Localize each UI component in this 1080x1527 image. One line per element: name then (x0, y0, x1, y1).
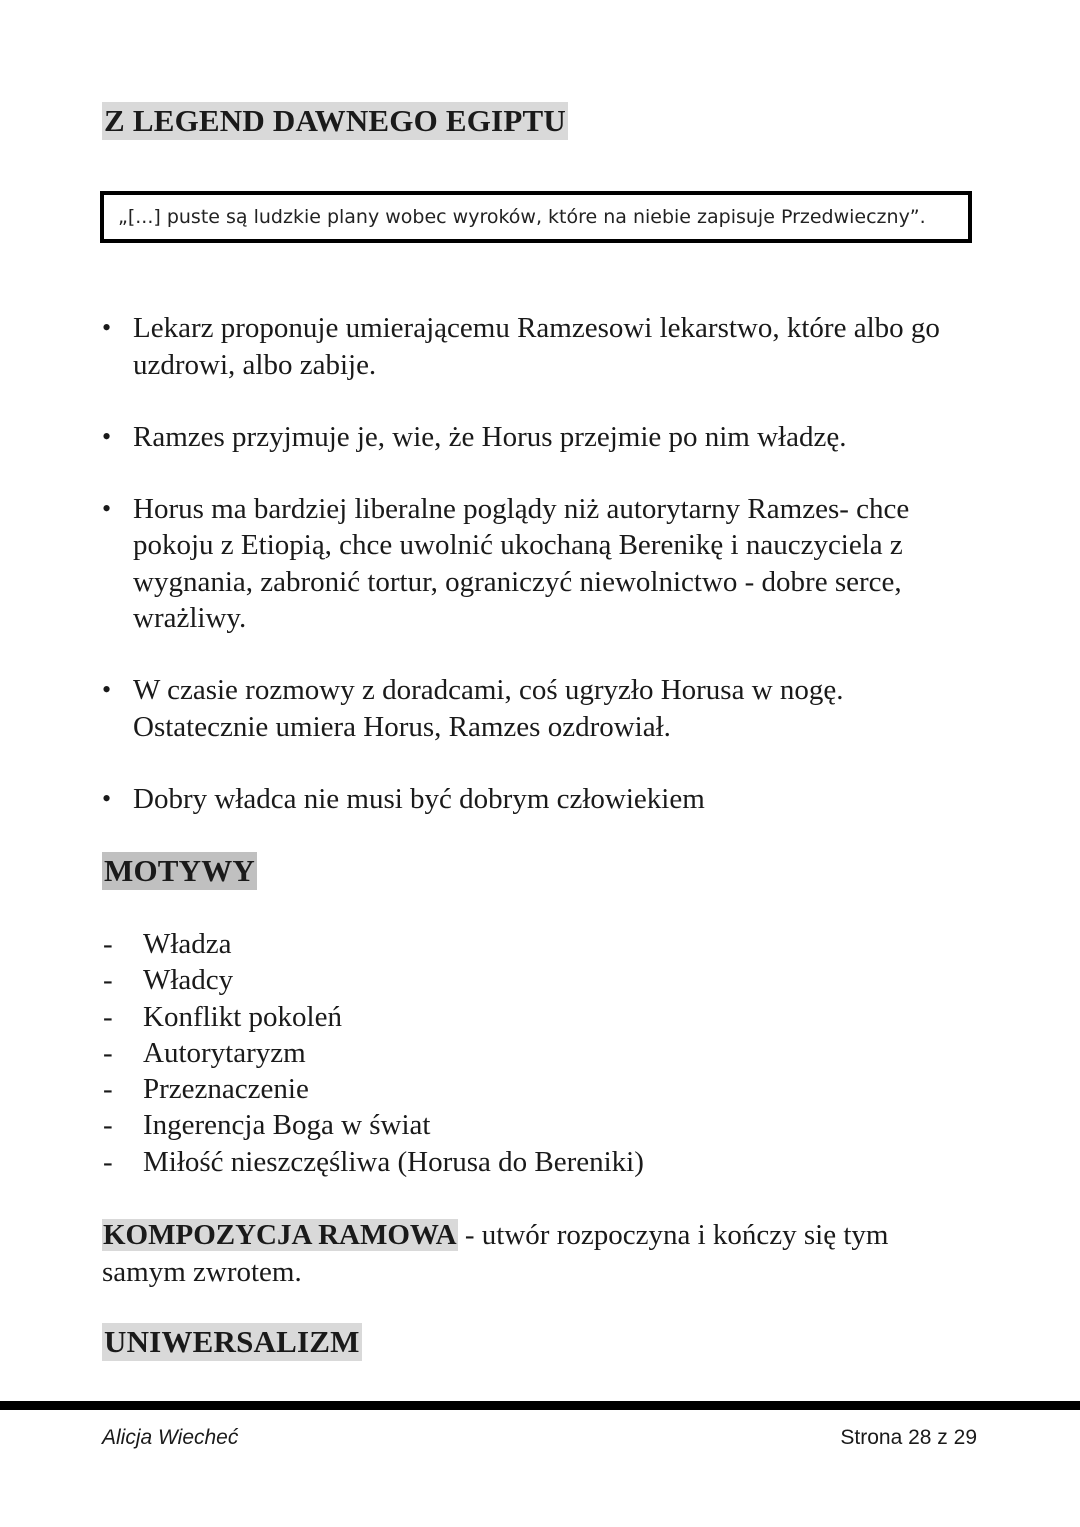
dash-marker: - (103, 1000, 113, 1033)
bullet-icon: • (102, 313, 112, 342)
bullet-item (102, 491, 972, 637)
motyw-text: Ingerencja Boga w świat (143, 1109, 431, 1142)
bullet-text: Ramzes przyjmuje je, wie, że Horus przejmie po nim władzę. (133, 420, 847, 453)
motyw-item (102, 999, 644, 1035)
bullet-item (102, 672, 972, 745)
motyw-item (102, 926, 644, 962)
bullet-icon: • (102, 493, 112, 523)
quote-text: „[...] puste są ludzkie plany wobec wyroków, które na niebie zapisuje Przedwieczny”. (118, 206, 926, 228)
dash-marker: - (103, 1109, 113, 1142)
motyw-item (102, 1107, 644, 1143)
motyw-item (102, 1144, 644, 1180)
bullet-icon: • (102, 421, 112, 451)
motyw-text: Władcy (143, 964, 234, 997)
bullet-item (102, 781, 972, 818)
bullet-item (102, 310, 972, 383)
kompozycja-label: KOMPOZYCJA RAMOWA (103, 1219, 457, 1251)
summary-bullet-list (102, 310, 972, 853)
dash-marker: - (103, 964, 113, 997)
motyw-text: Władza (143, 928, 232, 960)
kompozycja-paragraph (102, 1217, 972, 1291)
section-title: Z LEGEND DAWNEGO EGIPTU (104, 103, 566, 138)
uniwersalizm-heading: UNIWERSALIZM (104, 1324, 360, 1359)
motyw-item (102, 1071, 644, 1107)
motyw-text: Miłość nieszczęśliwa (Horusa do Bereniki) (143, 1145, 644, 1178)
bullet-text: Lekarz proponuje umierającemu Ramzesowi lekarstwo, które albo go uzdrowi, albo zabije. (133, 312, 940, 381)
motyw-item (102, 1035, 644, 1071)
dash-marker: - (103, 1145, 113, 1178)
motyw-text: Autorytaryzm (143, 1036, 306, 1069)
dash-marker: - (103, 1073, 113, 1106)
motywy-list (102, 926, 644, 1180)
kompozycja-text: - utwór rozpoczyna i kończy się tym samym zwrotem. (102, 1219, 889, 1288)
footer-divider (0, 1401, 1080, 1410)
bullet-icon: • (102, 675, 112, 704)
quote-box (100, 191, 972, 243)
dash-marker: - (103, 928, 113, 960)
footer-author: Alicja Wiecheć (102, 1426, 239, 1449)
motywy-heading: MOTYWY (104, 853, 256, 888)
motyw-text: Konflikt pokoleń (143, 1000, 342, 1033)
bullet-text: W czasie rozmowy z doradcami, coś ugryzło Horusa w nogę. Ostatecznie umiera Horus, Ramzes ozdrowiał. (133, 674, 844, 743)
footer-page-number: Strona 28 z 29 (840, 1426, 977, 1449)
bullet-item (102, 419, 972, 456)
motyw-text: Przeznaczenie (143, 1073, 309, 1106)
dash-marker: - (103, 1036, 113, 1069)
bullet-text: Dobry władca nie musi być dobrym człowiekiem (133, 782, 705, 815)
bullet-icon: • (102, 783, 112, 813)
motyw-item (102, 962, 644, 998)
bullet-text: Horus ma bardziej liberalne poglądy niż autorytarny Ramzes- chce pokoju z Etiopią, chce uwolnić ukochaną Berenikę i nauczyciela z wygnania, zabronić tortur, ograniczyć niewolnictwo - dobre serce, wrażliwy. (133, 492, 910, 634)
